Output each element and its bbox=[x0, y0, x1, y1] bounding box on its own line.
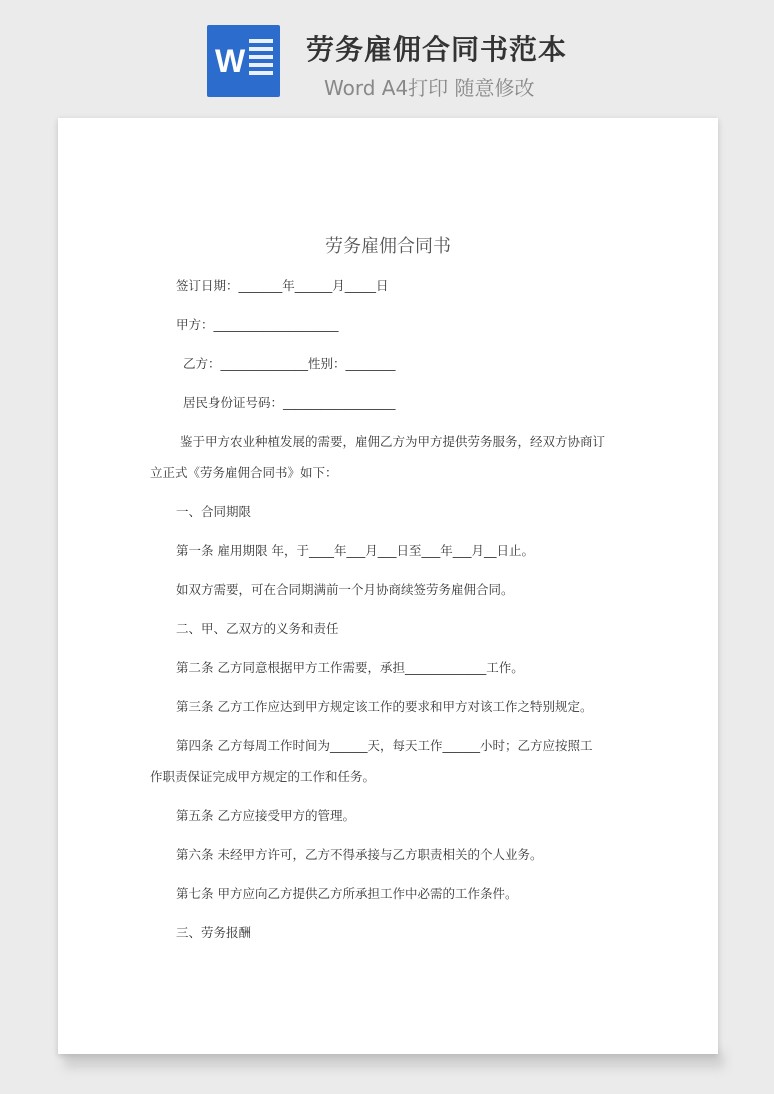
word-icon-lines bbox=[249, 39, 273, 83]
document-title: 劳务雇佣合同书 bbox=[325, 236, 451, 257]
id-number-line: 居民身份证号码：__________________ bbox=[183, 395, 396, 410]
page-shadow bbox=[64, 1052, 724, 1068]
signing-date-line: 签订日期：_______年______月_____日 bbox=[176, 278, 389, 293]
section-heading-1: 一、合同期限 bbox=[176, 504, 252, 519]
article-5: 第五条 乙方应接受甲方的管理。 bbox=[176, 808, 355, 823]
article-7: 第七条 甲方应向乙方提供乙方所承担工作中必需的工作条件。 bbox=[176, 886, 518, 901]
section-heading-3: 三、劳务报酬 bbox=[176, 925, 252, 940]
word-icon-letter: W bbox=[215, 43, 246, 79]
header bbox=[0, 0, 774, 110]
article-4-line-1: 第四条 乙方每周工作时间为______天，每天工作______小时；乙方应按照工 bbox=[176, 738, 593, 753]
article-1: 第一条 雇用期限 年，于____年___月___日至___年___月__日止。 bbox=[176, 543, 534, 558]
page-subtitle: Word A4打印 随意修改 bbox=[324, 76, 535, 100]
section-heading-2: 二、甲、乙双方的义务和责任 bbox=[176, 621, 339, 636]
article-2: 第二条 乙方同意根据甲方工作需要，承担_____________工作。 bbox=[176, 660, 524, 675]
preamble-line-2: 立正式《劳务雇佣合同书》如下： bbox=[150, 465, 338, 480]
renewal-clause: 如双方需要，可在合同期满前一个月协商续签劳务雇佣合同。 bbox=[176, 582, 514, 597]
preamble-line-1: 鉴于甲方农业种植发展的需要，雇佣乙方为甲方提供劳务服务，经双方协商订 bbox=[180, 434, 606, 449]
article-4-line-2: 作职责保证完成甲方规定的工作和任务。 bbox=[150, 769, 376, 784]
document-page bbox=[58, 118, 718, 1054]
page-title: 劳务雇佣合同书范本 bbox=[306, 33, 568, 66]
article-6: 第六条 未经甲方许可，乙方不得承接与乙方职责相关的个人业务。 bbox=[176, 847, 543, 862]
party-b-line: 乙方：______________性别：________ bbox=[183, 356, 396, 371]
word-icon bbox=[207, 25, 280, 97]
article-3: 第三条 乙方工作应达到甲方规定该工作的要求和甲方对该工作之特别规定。 bbox=[176, 699, 593, 714]
party-a-line: 甲方：____________________ bbox=[176, 317, 339, 332]
